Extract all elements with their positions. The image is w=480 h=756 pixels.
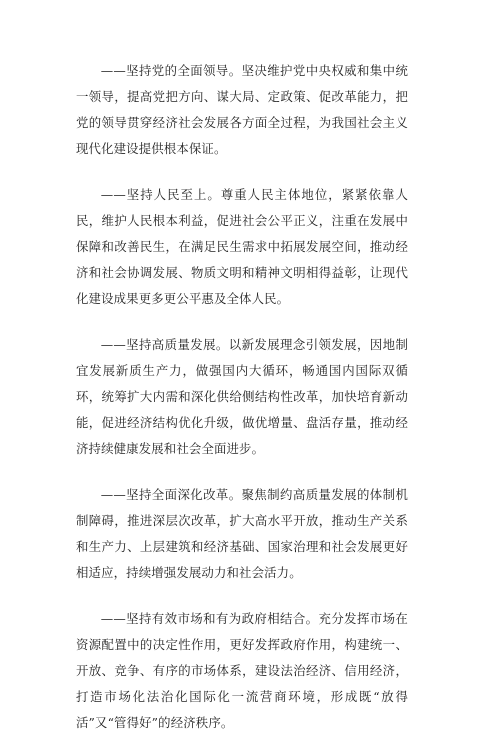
paragraph-text: 坚决维护党中央权威和集中统一领导，提高党把方向、谋大局、定政策、促改革能力，把党的领导贯穿经济社会发展各方面全过程，为我国社会主义现代化建设提供根本保证。 [76,63,408,156]
paragraph-people-first [76,182,408,312]
paragraph-market-and-government [76,606,408,736]
paragraph-lead: ——坚持党的全面领导。 [100,63,242,78]
paragraph-lead: ——坚持全面深化改革。 [100,487,242,502]
paragraph-lead: ——坚持有效市场和有为政府相结合。 [100,611,319,626]
paragraph-text: 充分发挥市场在资源配置中的决定性作用，更好发挥政府作用，构建统一、开放、竞争、有序的市场体系，建设法治经济、信用经济，打造市场化法治化国际化一流营商环境，形成既“放得活”又“管得好”的经济秩序。 [76,611,408,730]
paragraph-deepening-reform [76,482,408,586]
paragraph-text: 尊重人民主体地位，紧紧依靠人民，维护人民根本利益，促进社会公平正义，注重在发展中保障和改善民生，在满足民生需求中拓展发展空间，推动经济和社会协调发展、物质文明和精神文明相得益彰，让现代化建设成果更多更公平惠及全体人民。 [76,187,408,306]
document-body [76,58,408,756]
paragraph-lead: ——坚持高质量发展。 [100,337,229,352]
paragraph-party-leadership [76,58,408,162]
paragraph-lead: ——坚持人民至上。 [100,187,221,202]
paragraph-high-quality-development [76,332,408,462]
paragraph-text: 以新发展理念引领发展，因地制宜发展新质生产力，做强国内大循环，畅通国内国际双循环，统筹扩大内需和深化供给侧结构性改革，加快培育新动能，促进经济结构优化升级，做优增量、盘活存量，推动经济持续健康发展和社会全面进步。 [76,337,408,456]
paragraph-text: 聚焦制约高质量发展的体制机制障碍，推进深层次改革，扩大高水平开放，推动生产关系和生产力、上层建筑和经济基础、国家治理和社会发展更好相适应，持续增强发展动力和社会活力。 [76,487,408,580]
